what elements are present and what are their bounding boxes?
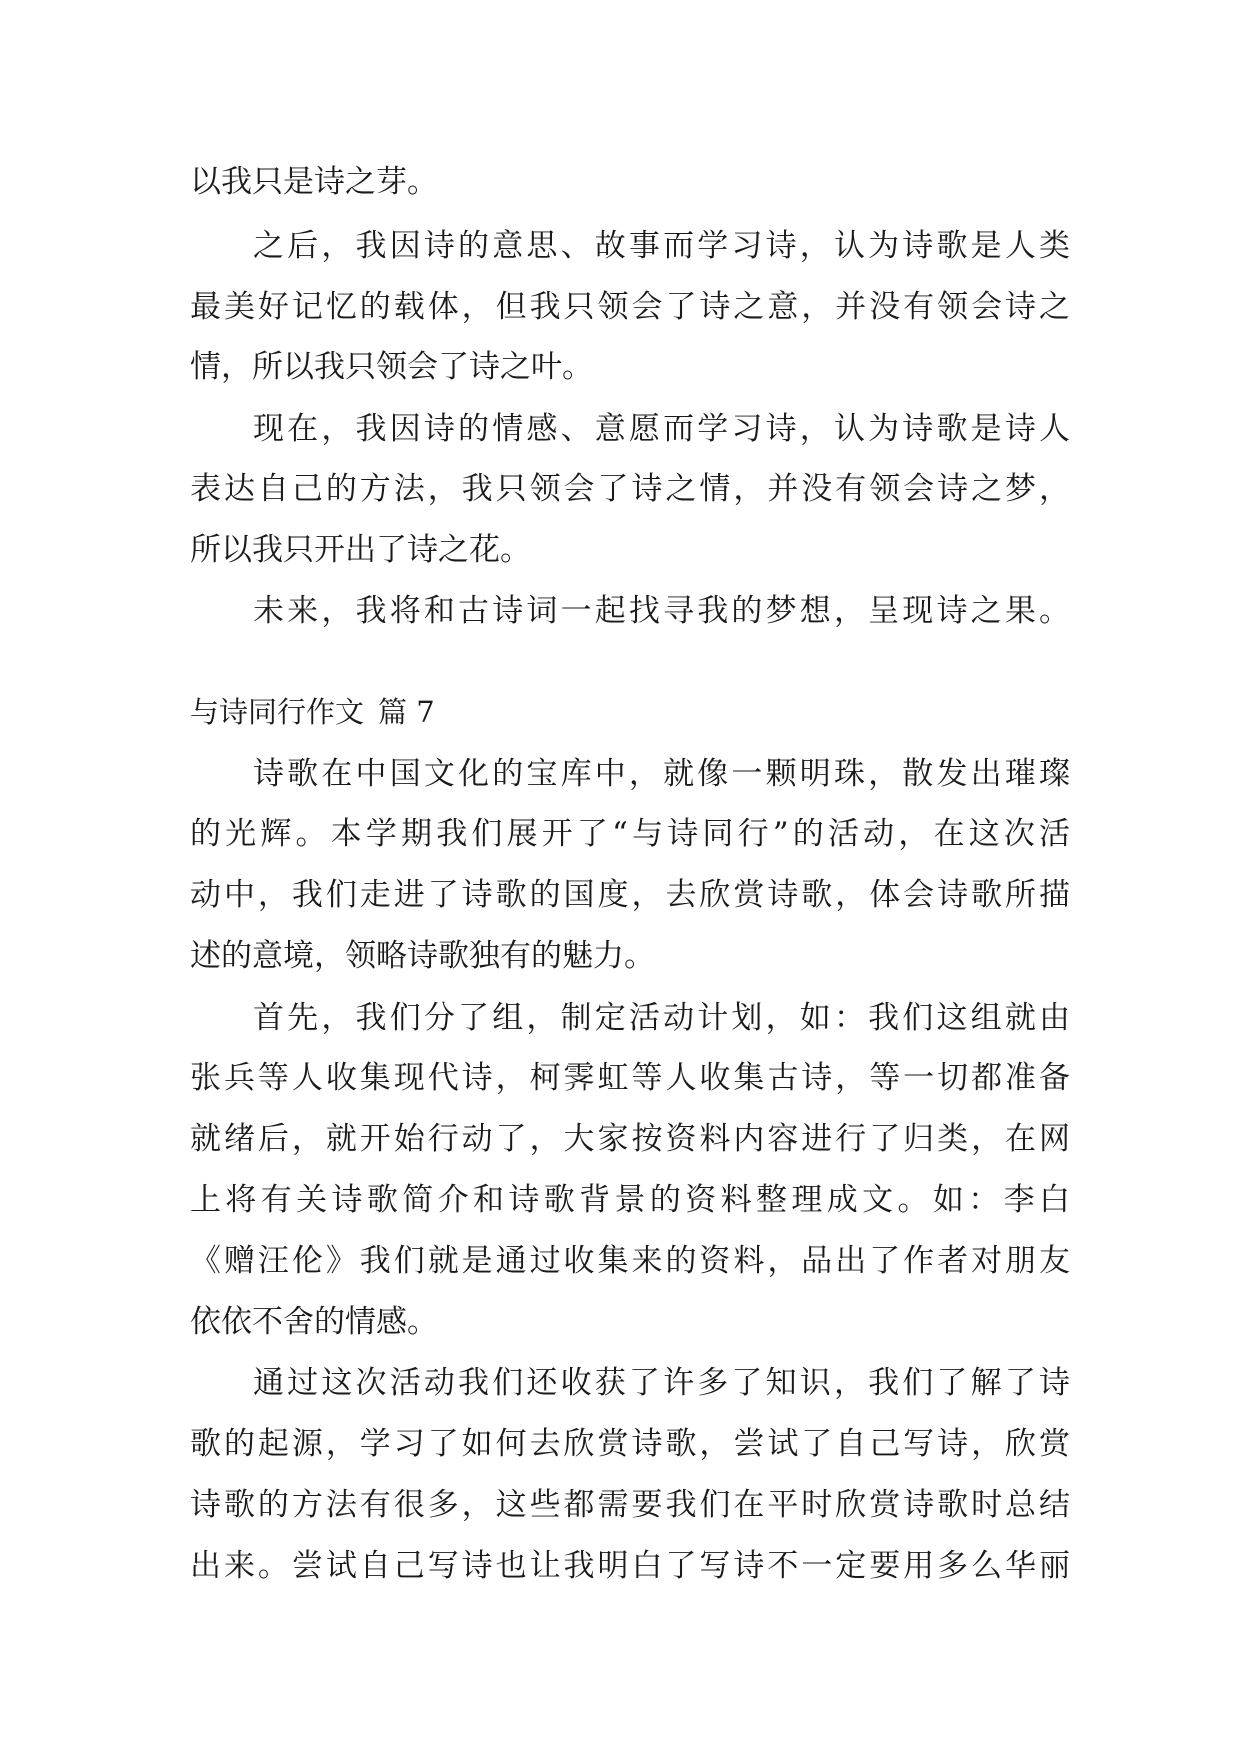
- paragraph-line: 表达自己的方法，我只领会了诗之情，并没有领会诗之梦，: [190, 471, 1070, 507]
- essay-number: 篇 7: [378, 695, 435, 729]
- paragraph-line: 未来，我将和古诗词一起找寻我的梦想，呈现诗之果。: [253, 593, 1070, 629]
- paragraph-line: 诗歌在中国文化的宝库中，就像一颗明珠，散发出璀璨: [253, 756, 1070, 792]
- essay-title: 与诗同行作文: [190, 695, 365, 729]
- paragraph-line: 出来。尝试自己写诗也让我明白了写诗不一定要用多么华丽: [190, 1548, 1070, 1584]
- paragraph-line: 以我只是诗之芽。: [190, 164, 438, 200]
- paragraph-line: 就绪后，就开始行动了，大家按资料内容进行了归类，在网: [190, 1121, 1070, 1157]
- paragraph-line: 张兵等人收集现代诗，柯霁虹等人收集古诗，等一切都准备: [190, 1060, 1070, 1096]
- paragraph-line: 所以我只开出了诗之花。: [190, 532, 531, 568]
- paragraph-line: 依依不舍的情感。: [190, 1304, 438, 1340]
- essay-heading: [190, 692, 435, 732]
- paragraph-line: 诗歌的方法有很多，这些都需要我们在平时欣赏诗歌时总结: [190, 1487, 1070, 1523]
- paragraph-line: 通过这次活动我们还收获了许多了知识，我们了解了诗: [253, 1365, 1070, 1401]
- paragraph-line: 述的意境，领略诗歌独有的魅力。: [190, 938, 655, 974]
- paragraph-line: 最美好记忆的载体，但我只领会了诗之意，并没有领会诗之: [190, 289, 1070, 325]
- paragraph-line: 的光辉。本学期我们展开了“与诗同行”的活动，在这次活: [190, 816, 1070, 852]
- paragraph-line: 现在，我因诗的情感、意愿而学习诗，认为诗歌是诗人: [253, 411, 1070, 447]
- paragraph-line: 之后，我因诗的意思、故事而学习诗，认为诗歌是人类: [253, 228, 1070, 264]
- paragraph-line: 情，所以我只领会了诗之叶。: [190, 349, 593, 385]
- paragraph-line: 上将有关诗歌简介和诗歌背景的资料整理成文。如：李白: [190, 1182, 1070, 1218]
- paragraph-line: 《赠汪伦》我们就是通过收集来的资料，品出了作者对朋友: [190, 1243, 1070, 1279]
- paragraph-line: 首先，我们分了组，制定活动计划，如：我们这组就由: [253, 1000, 1070, 1036]
- paragraph-line: 歌的起源，学习了如何去欣赏诗歌，尝试了自己写诗，欣赏: [190, 1426, 1070, 1462]
- paragraph-line: 动中，我们走进了诗歌的国度，去欣赏诗歌，体会诗歌所描: [190, 877, 1070, 913]
